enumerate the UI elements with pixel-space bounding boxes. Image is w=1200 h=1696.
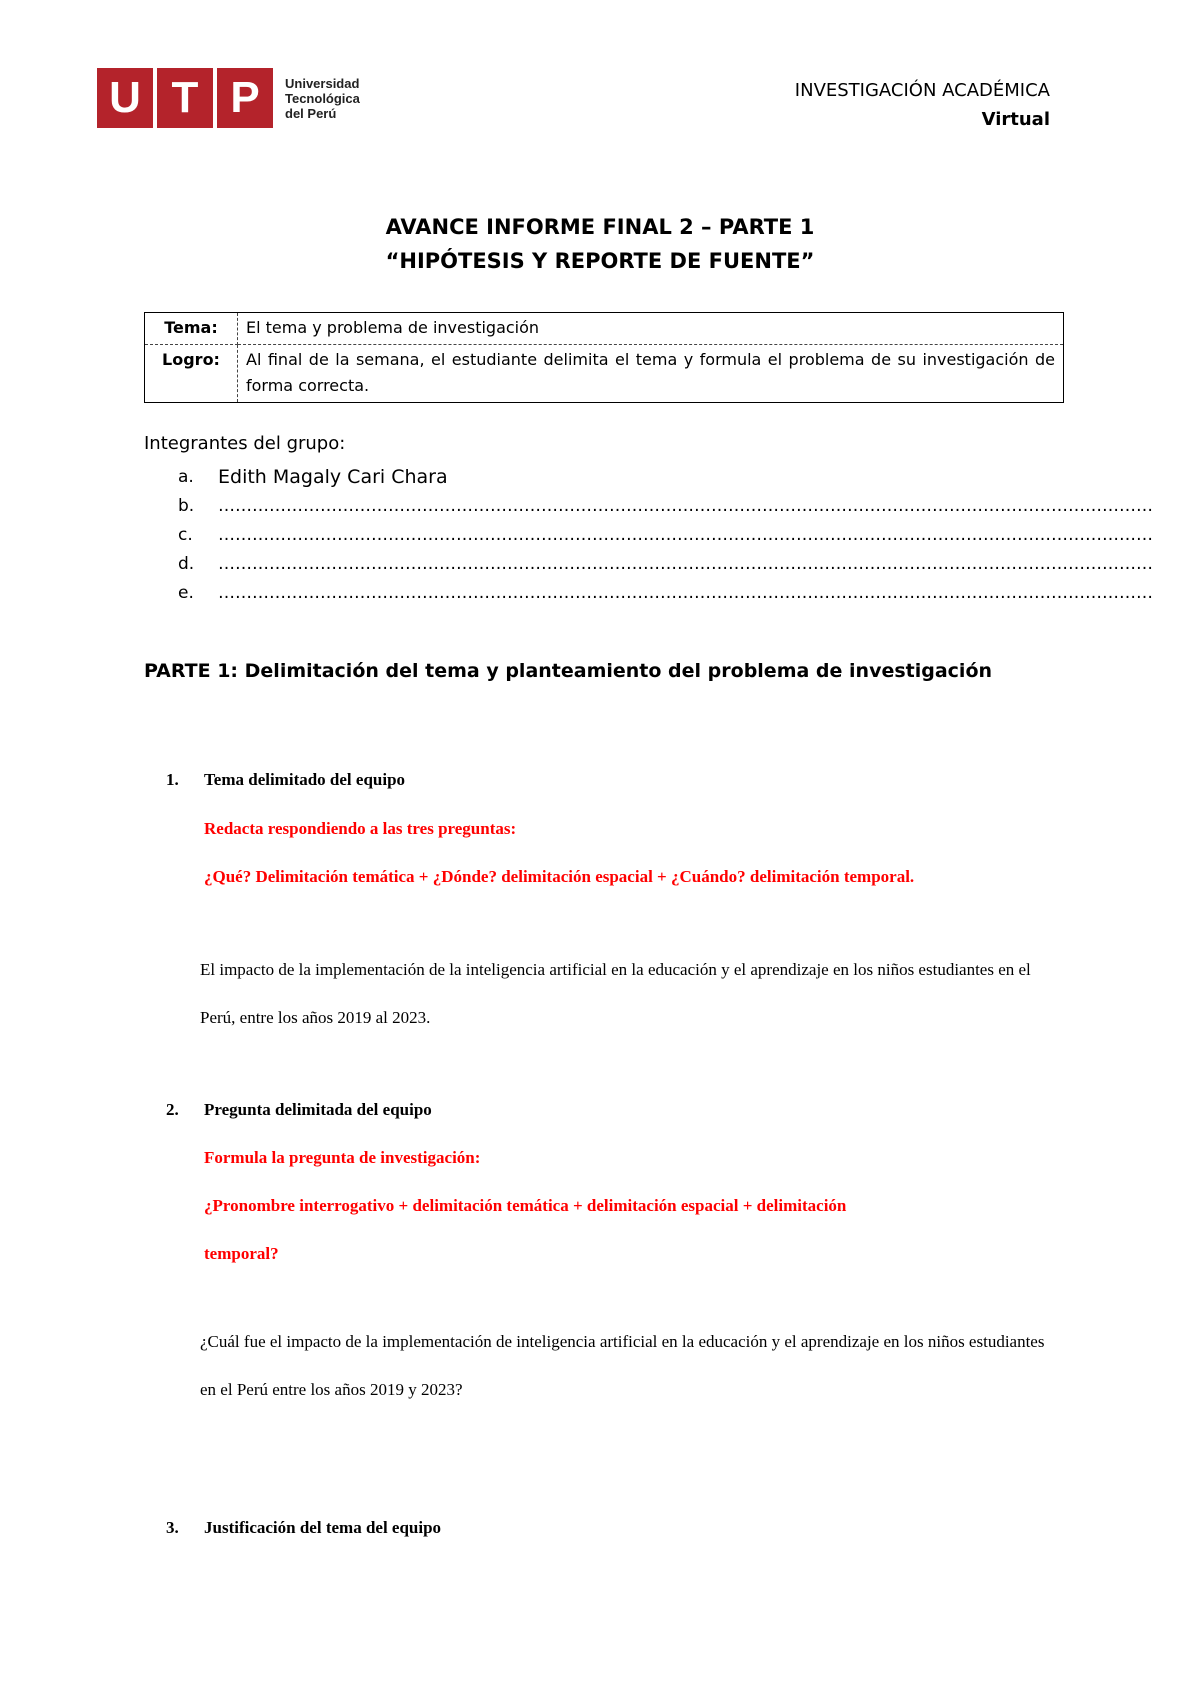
member-blank: ………………………………………………………………………………………………………………………………………………… bbox=[218, 525, 1153, 545]
section-1-title bbox=[166, 770, 405, 790]
member-blank: ………………………………………………………………………………………………………………………………………………… bbox=[218, 496, 1153, 516]
section-2-instruction-3: temporal? bbox=[204, 1244, 279, 1263]
members-label: Integrantes del grupo: bbox=[144, 433, 346, 454]
section-title-text: Pregunta delimitada del equipo bbox=[204, 1100, 432, 1119]
section-1-answer: El impacto de la implementación de la inteligencia artificial en la educación y el aprendizaje en los niños estudiantes en el Perú, entre los años 2019 al 2023. bbox=[200, 960, 1031, 1027]
section-1-instruction-2: ¿Qué? Delimitación temática + ¿Dónde? delimitación espacial + ¿Cuándo? delimitación temporal. bbox=[204, 867, 915, 886]
list-marker: a. bbox=[178, 467, 194, 487]
logro-value: Al final de la semana, el estudiante delimita el tema y formula el problema de su investigación de forma correcta. bbox=[238, 345, 1064, 403]
title-line-1: AVANCE INFORME FINAL 2 – PARTE 1 bbox=[385, 215, 815, 239]
member-blank: ………………………………………………………………………………………………………………………………………………… bbox=[218, 583, 1153, 603]
part-1-heading: PARTE 1: Delimitación del tema y planteamiento del problema de investigación bbox=[144, 660, 993, 682]
list-item bbox=[178, 492, 1153, 521]
tema-value: El tema y problema de investigación bbox=[238, 313, 1064, 345]
section-3-title bbox=[166, 1518, 441, 1538]
course-modality: Virtual bbox=[981, 109, 1050, 130]
list-item bbox=[178, 550, 1153, 579]
section-2-instruction-1: Formula la pregunta de investigación: bbox=[204, 1148, 481, 1167]
list-marker: d. bbox=[178, 554, 195, 574]
logo-mark bbox=[97, 68, 273, 128]
members-list bbox=[178, 463, 1153, 608]
section-title-text: Justificación del tema del equipo bbox=[204, 1518, 442, 1537]
course-name: INVESTIGACIÓN ACADÉMICA bbox=[794, 80, 1050, 101]
section-2-instruction-2: ¿Pronombre interrogativo + delimitación temática + delimitación espacial + delimitación bbox=[204, 1196, 847, 1215]
section-title-text: Tema delimitado del equipo bbox=[204, 770, 406, 789]
logo-line-1: Universidad bbox=[285, 75, 360, 91]
list-item bbox=[178, 463, 1058, 492]
member-name: Edith Magaly Cari Chara bbox=[218, 466, 448, 488]
logo-line-2: Tecnológica bbox=[285, 90, 360, 106]
list-item bbox=[178, 579, 1153, 608]
member-blank: ………………………………………………………………………………………………………………………………………………… bbox=[218, 554, 1153, 574]
section-1-instruction-1: Redacta respondiendo a las tres preguntas: bbox=[204, 819, 517, 838]
list-marker: b. bbox=[178, 496, 195, 516]
logro-label: Logro: bbox=[145, 345, 238, 403]
list-marker: e. bbox=[178, 583, 194, 603]
logo-wordmark bbox=[285, 76, 360, 121]
document-title bbox=[0, 210, 1200, 278]
info-row-logro bbox=[145, 345, 1064, 403]
info-row-tema bbox=[145, 313, 1064, 345]
info-table bbox=[144, 312, 1064, 403]
section-2-title bbox=[166, 1100, 432, 1120]
logo-letter-p: P bbox=[230, 73, 260, 122]
list-item bbox=[178, 521, 1153, 550]
logo-line-3: del Perú bbox=[285, 105, 337, 121]
tema-label: Tema: bbox=[145, 313, 238, 345]
section-number: 2. bbox=[166, 1100, 179, 1119]
course-header bbox=[795, 76, 1050, 134]
logo-letter-u: U bbox=[97, 68, 157, 128]
logo-letter-t: T bbox=[157, 68, 217, 128]
section-number: 1. bbox=[166, 770, 179, 789]
list-marker: c. bbox=[178, 525, 193, 545]
title-line-2: “HIPÓTESIS Y REPORTE DE FUENTE” bbox=[385, 249, 815, 273]
utp-logo bbox=[97, 68, 360, 128]
section-number: 3. bbox=[166, 1518, 179, 1537]
section-2-answer: ¿Cuál fue el impacto de la implementación de inteligencia artificial en la educación y el aprendizaje en los niños estudiantes en el Perú entre los años 2019 y 2023? bbox=[200, 1332, 1045, 1399]
